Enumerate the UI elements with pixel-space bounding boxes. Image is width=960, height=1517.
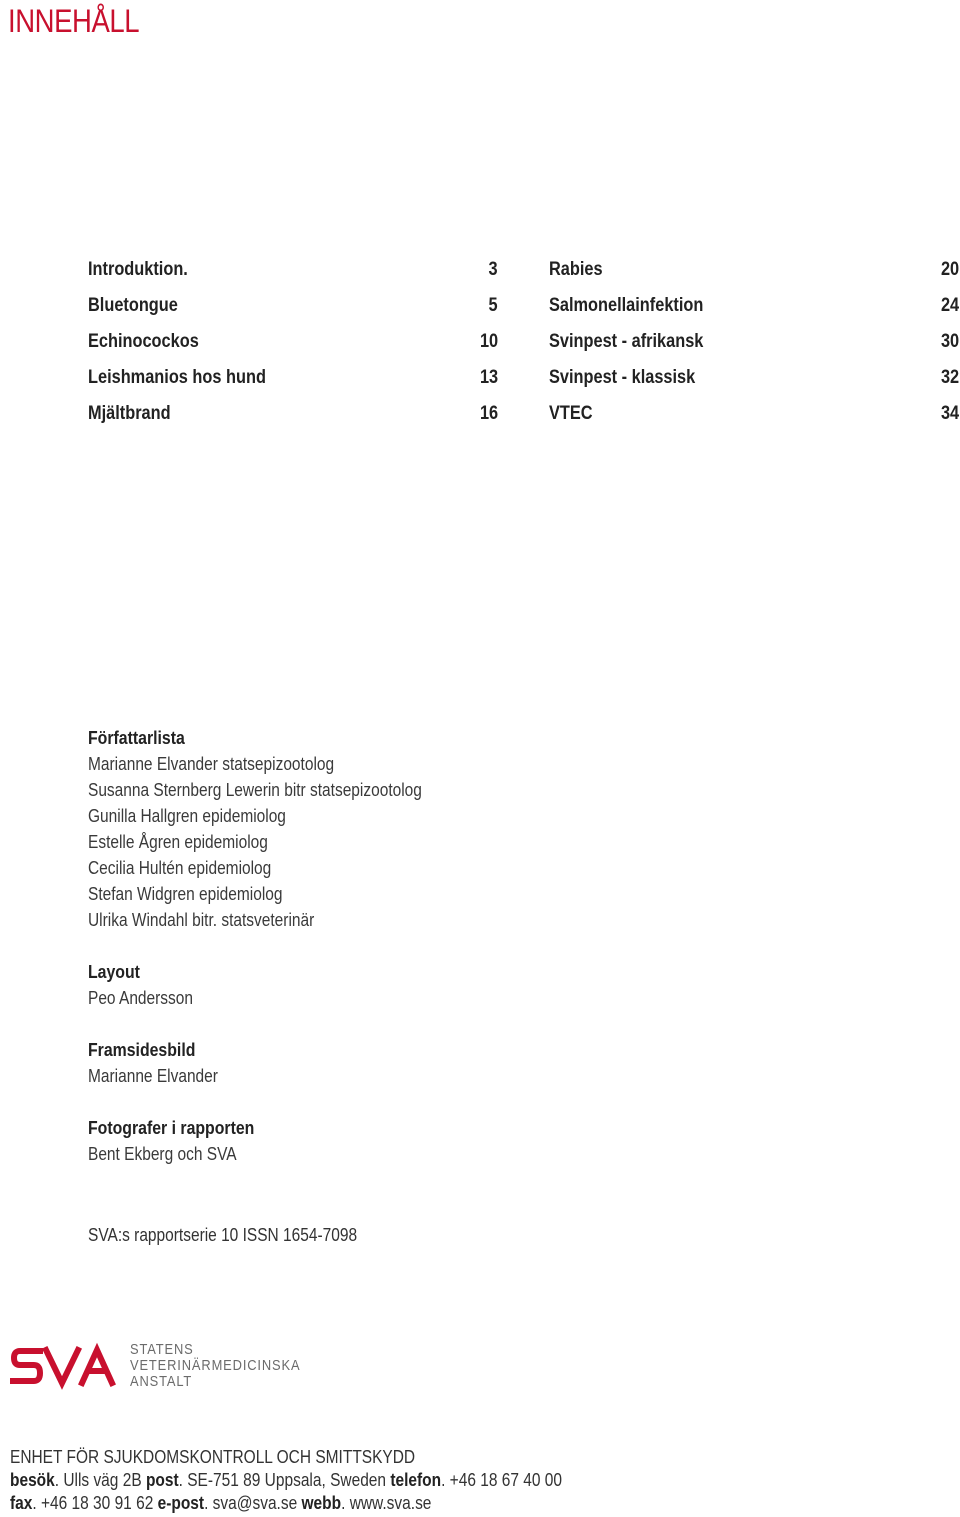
photographers-block	[88, 1115, 648, 1167]
sva-logo-wordmark	[130, 1342, 300, 1390]
author-line: Estelle Ågren epidemiolog	[88, 832, 268, 852]
toc-entry-label: Mjältbrand	[88, 403, 171, 424]
author-line: Susanna Sternberg Lewerin bitr statsepizootolog	[88, 780, 422, 800]
cover-image-block	[88, 1037, 648, 1089]
toc-entry[interactable]	[549, 362, 959, 398]
sva-logo-mark	[10, 1342, 118, 1390]
address-line	[10, 1469, 818, 1492]
layout-credit: Peo Andersson	[88, 988, 194, 1008]
toc-entry[interactable]	[88, 254, 498, 290]
toc-entry-page: 10	[479, 331, 498, 352]
toc-entry[interactable]	[549, 326, 959, 362]
toc-right-column	[549, 254, 959, 434]
cover-image-heading: Framsidesbild	[88, 1040, 196, 1060]
logo-text-line: VETERINÄRMEDICINSKA	[130, 1357, 301, 1374]
toc-entry-page: 5	[488, 295, 498, 316]
toc-entry-page: 13	[479, 367, 498, 388]
photographers-credit: Bent Ekberg och SVA	[88, 1144, 237, 1164]
author-line: Ulrika Windahl bitr. statsveterinär	[88, 910, 315, 930]
email-label: e-post	[157, 1493, 205, 1513]
report-series-issn: SVA:s rapportserie 10 ISSN 1654-7098	[88, 1225, 358, 1245]
toc-entry-label: Echinocockos	[88, 331, 199, 352]
toc-entry-label: Bluetongue	[88, 295, 178, 316]
toc-entry-label: Leishmanios hos hund	[88, 367, 266, 388]
layout-block	[88, 959, 648, 1011]
toc-entry-label: Rabies	[549, 259, 603, 280]
visit-label: besök	[10, 1470, 55, 1490]
logo-text-line: ANSTALT	[130, 1373, 193, 1390]
author-line: Marianne Elvander statsepizootolog	[88, 754, 335, 774]
toc-entry[interactable]	[549, 290, 959, 326]
page-title: INNEHÅLL	[8, 3, 140, 39]
visit-value: . Ulls väg 2B	[54, 1470, 146, 1490]
cover-image-credit: Marianne Elvander	[88, 1066, 218, 1086]
toc-entry-page: 16	[479, 403, 498, 424]
toc-entry[interactable]	[549, 398, 959, 434]
phone-label: telefon	[390, 1470, 442, 1490]
authors-heading: Författarlista	[88, 728, 185, 748]
web-label: webb	[301, 1493, 342, 1513]
toc-entry-page: 34	[940, 403, 959, 424]
fax-value: . +46 18 30 91 62	[32, 1493, 158, 1513]
authors-block	[88, 725, 648, 933]
toc-entry-label: Svinpest - afrikansk	[549, 331, 704, 352]
email-link[interactable]: . sva@sva.se	[204, 1493, 302, 1513]
toc-entry-page: 3	[488, 259, 498, 280]
author-line: Stefan Widgren epidemiolog	[88, 884, 283, 904]
web-link[interactable]: . www.sva.se	[341, 1493, 432, 1513]
toc-entry-page: 30	[940, 331, 959, 352]
contact-footer	[10, 1446, 950, 1515]
toc-entry-page: 20	[940, 259, 959, 280]
logo-text-line: STATENS	[130, 1341, 194, 1358]
toc-entry[interactable]	[88, 326, 498, 362]
toc-entry-page: 32	[940, 367, 959, 388]
fax-label: fax	[10, 1493, 33, 1513]
toc-left-column	[88, 254, 498, 434]
unit-name: ENHET FÖR SJUKDOMSKONTROLL OCH SMITTSKYDD	[10, 1447, 416, 1467]
toc-entry-page: 24	[940, 295, 959, 316]
credits-section	[88, 725, 648, 1193]
contact-line	[10, 1492, 818, 1515]
layout-heading: Layout	[88, 962, 140, 982]
toc-entry-label: Introduktion.	[88, 259, 188, 280]
photographers-heading: Fotografer i rapporten	[88, 1118, 255, 1138]
toc-entry-label: Salmonellainfektion	[549, 295, 704, 316]
author-line: Cecilia Hultén epidemiolog	[88, 858, 272, 878]
post-label: post	[145, 1470, 179, 1490]
toc-entry[interactable]	[549, 254, 959, 290]
post-value: . SE-751 89 Uppsala, Sweden	[178, 1470, 391, 1490]
toc-entry-label: Svinpest - klassisk	[549, 367, 696, 388]
sva-logo	[10, 1340, 310, 1396]
toc-entry-label: VTEC	[549, 403, 593, 424]
author-line: Gunilla Hallgren epidemiolog	[88, 806, 286, 826]
toc-entry[interactable]	[88, 290, 498, 326]
toc-entry[interactable]	[88, 362, 498, 398]
toc-entry[interactable]	[88, 398, 498, 434]
phone-value: . +46 18 67 40 00	[441, 1470, 563, 1490]
